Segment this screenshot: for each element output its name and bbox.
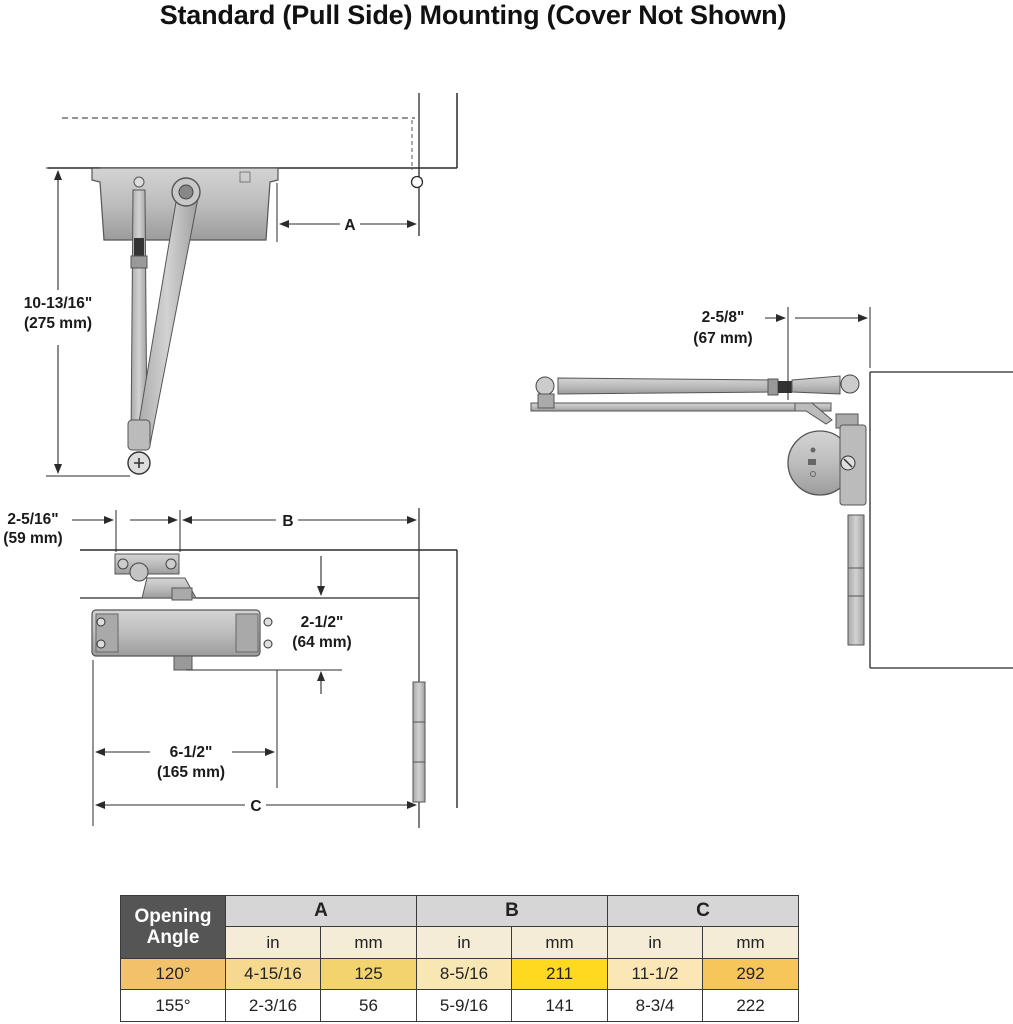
height-dim-in: 10-13/16" [23, 295, 93, 312]
group-header-c: C [608, 896, 799, 927]
unit-a-mm: mm [321, 927, 417, 959]
table-corner-header: Opening Angle [121, 896, 226, 959]
unit-b-in: in [417, 927, 512, 959]
a-in-cell: 4-15/16 [226, 959, 321, 990]
b-in-cell: 8-5/16 [417, 959, 512, 990]
b-in-cell: 5-9/16 [417, 990, 512, 1022]
table-header-row [121, 896, 799, 927]
unit-b-mm: mm [512, 927, 608, 959]
height-dim-mm: (275 mm) [23, 315, 93, 332]
drop-dim-mm: (64 mm) [292, 634, 352, 651]
group-header-a: A [226, 896, 417, 927]
dim-a-label: A [344, 217, 356, 234]
b-mm-cell: 141 [512, 990, 608, 1022]
offset-dim-in: 2-5/16" [7, 511, 59, 528]
arm-dim-in: 2-5/8" [701, 309, 745, 326]
angle-cell: 120° [121, 959, 226, 990]
a-in-cell: 2-3/16 [226, 990, 321, 1022]
a-mm-cell: 125 [321, 959, 417, 990]
body-dim-mm: (165 mm) [156, 764, 226, 781]
c-mm-cell: 222 [703, 990, 799, 1022]
group-header-b: B [417, 896, 608, 927]
b-mm-cell: 211 [512, 959, 608, 990]
dim-c-label: C [250, 798, 262, 815]
c-in-cell: 8-3/4 [608, 990, 703, 1022]
body-dim-in: 6-1/2" [169, 744, 213, 761]
unit-c-mm: mm [703, 927, 799, 959]
opening-angle-table [120, 895, 799, 1022]
drop-dim-in: 2-1/2" [300, 614, 344, 631]
a-mm-cell: 56 [321, 990, 417, 1022]
dim-b-label: B [282, 513, 294, 530]
page-title: Standard (Pull Side) Mounting (Cover Not Shown) [159, 0, 787, 30]
side-elevation-view [24, 93, 457, 476]
c-mm-cell: 292 [703, 959, 799, 990]
angle-cell: 155° [121, 990, 226, 1022]
unit-a-in: in [226, 927, 321, 959]
c-in-cell: 11-1/2 [608, 959, 703, 990]
plan-view [3, 508, 457, 828]
table-row [121, 959, 799, 990]
offset-dim-mm: (59 mm) [3, 530, 63, 547]
unit-c-in: in [608, 927, 703, 959]
open-door-view [531, 307, 1013, 668]
table-row [121, 990, 799, 1022]
arm-dim-mm: (67 mm) [693, 330, 753, 347]
